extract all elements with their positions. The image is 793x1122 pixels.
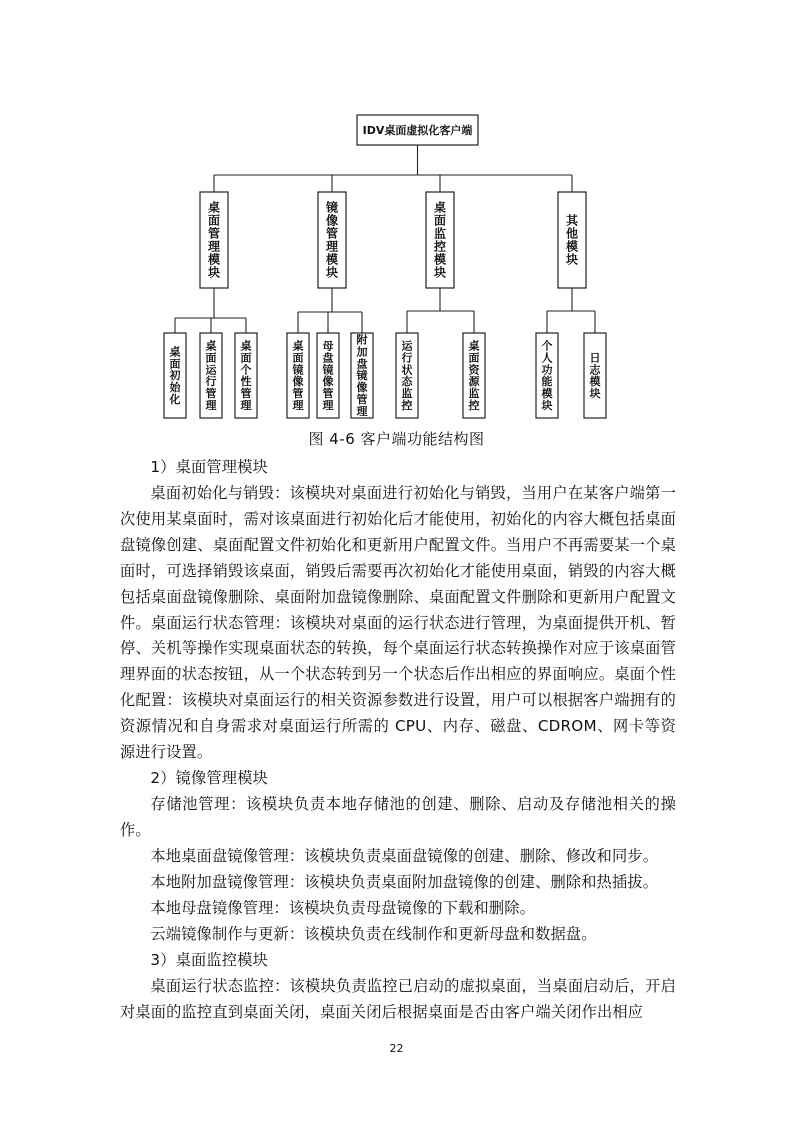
section-heading-desktop-monitoring: 3）桌面监控模块 bbox=[150, 951, 268, 969]
leaf-node-label: 日志模块 bbox=[589, 351, 601, 401]
paragraph-master-disk-image: 本地母盘镜像管理：该模块负责母盘镜像的下载和删除。 bbox=[150, 899, 536, 917]
page-number: 22 bbox=[389, 1042, 404, 1055]
paragraph-cloud-image: 云端镜像制作与更新：该模块负责在线制作和更新母盘和数据盘。 bbox=[150, 925, 597, 943]
paragraph-storage-pool: 存储池管理：该模块负责本地存储池的创建、删除、启动及存储池相关的操作。 bbox=[120, 795, 676, 839]
leaf-node-label: 运行状态监控 bbox=[401, 339, 413, 412]
leaf-node-label: 附加盘镜像管理 bbox=[356, 333, 368, 418]
leaf-node-label: 桌面运行管理 bbox=[205, 339, 217, 412]
root-node-label: IDV桌面虚拟化客户端 bbox=[362, 123, 473, 137]
module-node-label: 镜像管理模块 bbox=[325, 200, 339, 280]
leaf-node-label: 桌面初始化 bbox=[169, 345, 181, 406]
paragraph-desktop-disk-image: 本地桌面盘镜像管理：该模块负责桌面盘镜像的创建、删除、修改和同步。 bbox=[150, 847, 659, 865]
module-node-label: 桌面监控模块 bbox=[433, 200, 447, 280]
leaf-node-label: 桌面镜像管理 bbox=[292, 339, 304, 412]
function-structure-diagram bbox=[0, 0, 793, 430]
paragraph-running-state-monitoring: 桌面运行状态监控：该模块负责监控已启动的虚拟桌面，当桌面启动后，开启对桌面的监控直到桌面关闭，桌面关闭后根据桌面是否由客户端关闭作出相应 bbox=[120, 977, 676, 1021]
figure-caption: 图 4-6 客户端功能结构图 bbox=[308, 430, 485, 448]
section-heading-image-management: 2）镜像管理模块 bbox=[150, 769, 268, 787]
section-heading-desktop-management: 1）桌面管理模块 bbox=[150, 458, 268, 476]
paragraph-desktop-management: 桌面初始化与销毁：该模块对桌面进行初始化与销毁，当用户在某客户端第一次使用某桌面时，需对该桌面进行初始化后才能使用，初始化的内容大概包括桌面盘镜像创建、桌面配置文件初始化和更新用户配置文件。当用户不再需要某一个桌面时，可选择销毁该桌面，销毁后需要再次初始化才能使用桌面，销毁的内容大概包括桌面盘镜像删除、桌面附加盘镜像删除、桌面配置文件删除和更新用户配置文件。桌面运行状态管理：该模块对桌面的运行状态进行管理，为桌面提供开机、暂停、关机等操作实现桌面状态的转换，每个桌面运行状态转换操作对应于该桌面管理界面的状态按钮，从一个状态转到另一个状态后作出相应的界面响应。桌面个性化配置：该模块对桌面运行的相关资源参数进行设置，用户可以根据客户端拥有的资源情况和自身需求对桌面运行所需的 CPU、内存、磁盘、CDROM、网卡等资源进行设置。 bbox=[120, 484, 676, 762]
leaf-node-label: 个人功能模块 bbox=[541, 339, 553, 412]
leaf-node-label: 桌面个性管理 bbox=[240, 339, 252, 412]
leaf-node-label: 桌面资源监控 bbox=[468, 339, 480, 412]
module-node-label: 桌面管理模块 bbox=[207, 200, 221, 280]
connector-lines bbox=[175, 145, 595, 333]
module-node-label: 其他模块 bbox=[565, 213, 579, 267]
diagram-nodes bbox=[164, 115, 606, 418]
paragraph-attached-disk-image: 本地附加盘镜像管理：该模块负责桌面附加盘镜像的创建、删除和热插拔。 bbox=[150, 873, 659, 891]
leaf-node-label: 母盘镜像管理 bbox=[322, 339, 334, 412]
